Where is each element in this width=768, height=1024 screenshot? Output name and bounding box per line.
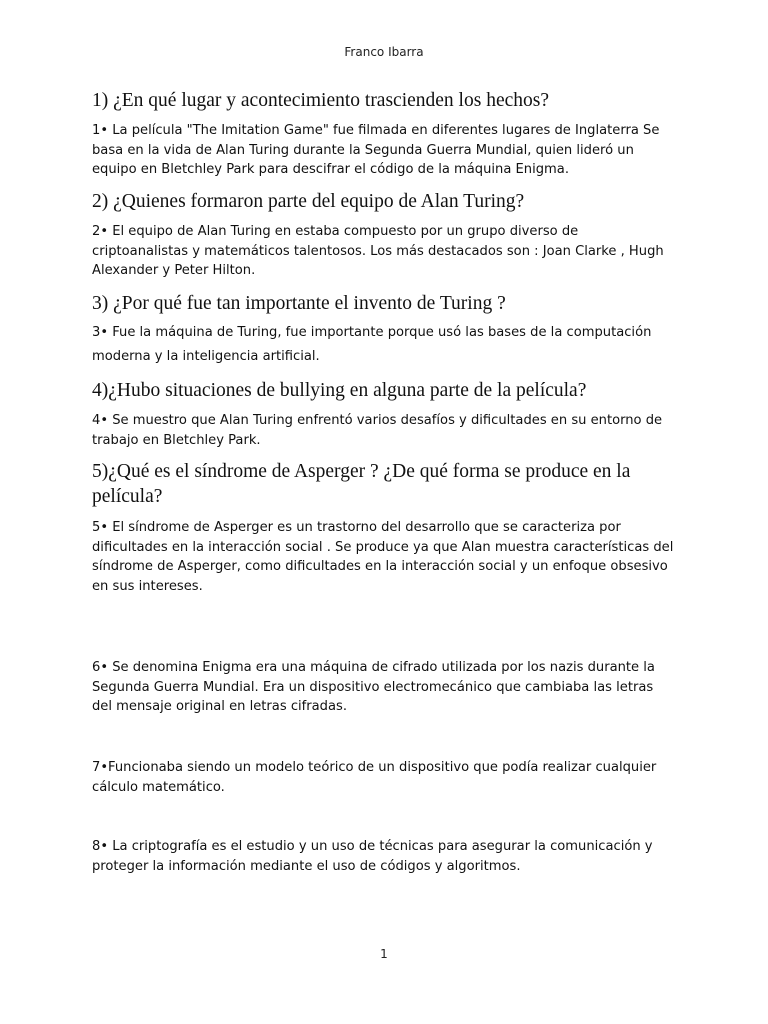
answer-1: 1• La película "The Imitation Game" fue filmada en diferentes lugares de Inglaterra Se basa en la vida de Alan Turing durante la Segunda Guerra Mundial, quien lideró un equipo en Bletchley Park para descifrar el código de la máquina Enigma. bbox=[92, 123, 660, 177]
question-3: 3) ¿Por qué fue tan importante el invento de Turing ? bbox=[92, 293, 506, 314]
answer-3-block bbox=[92, 321, 674, 369]
question-1: 1) ¿En qué lugar y acontecimiento trascienden los hechos? bbox=[92, 90, 549, 111]
document-author: Franco Ibarra bbox=[344, 45, 424, 59]
answer-7: 7•Funcionaba siendo un modelo teórico de un dispositivo que podía realizar cualquier cálculo matemático. bbox=[92, 760, 657, 795]
answer-8: 8• La criptografía es el estudio y un uso de técnicas para asegurar la comunicación y proteger la información mediante el uso de códigos y algoritmos. bbox=[92, 839, 653, 874]
answer-4-block bbox=[92, 411, 674, 450]
answer-7-block bbox=[92, 758, 674, 797]
answer-5: 5• El síndrome de Asperger es un trastorno del desarrollo que se caracteriza por dificultades en la interacción social . Se produce ya que Alan muestra características del síndrome de Asperger, como dificultades en la interacción social y un enfoque obsesivo en sus intereses. bbox=[92, 520, 674, 594]
question-4: 4)¿Hubo situaciones de bullying en alguna parte de la película? bbox=[92, 380, 587, 401]
section-3 bbox=[92, 291, 674, 316]
page-number: 1 bbox=[380, 947, 388, 961]
answer-8-block bbox=[92, 837, 674, 876]
answer-2: 2• El equipo de Alan Turing en estaba compuesto por un grupo diverso de criptoanalistas y matemáticos talentosos. Los más destacados son : Joan Clarke , Hugh Alexander y Peter Hilton. bbox=[92, 224, 664, 278]
section-4 bbox=[92, 378, 674, 403]
section-2 bbox=[92, 189, 674, 214]
question-2: 2) ¿Quienes formaron parte del equipo de Alan Turing? bbox=[92, 191, 525, 212]
answer-6-block bbox=[92, 658, 674, 717]
answer-6: 6• Se denomina Enigma era una máquina de cifrado utilizada por los nazis durante la Segunda Guerra Mundial. Era un dispositivo electromecánico que cambiaba las letras del mensaje original en letras cifradas. bbox=[92, 660, 655, 714]
question-5: 5)¿Qué es el síndrome de Asperger ? ¿De qué forma se produce en la película? bbox=[92, 461, 631, 507]
section-5 bbox=[92, 459, 674, 509]
answer-4: 4• Se muestro que Alan Turing enfrentó varios desafíos y dificultades en su entorno de trabajo en Bletchley Park. bbox=[92, 413, 663, 448]
answer-1-block bbox=[92, 121, 674, 180]
section-1 bbox=[92, 88, 674, 113]
answer-5-block bbox=[92, 518, 674, 596]
answer-2-block bbox=[92, 222, 674, 281]
answer-3: 3• Fue la máquina de Turing, fue importante porque usó las bases de la computación moderna y la inteligencia artificial. bbox=[92, 325, 652, 364]
